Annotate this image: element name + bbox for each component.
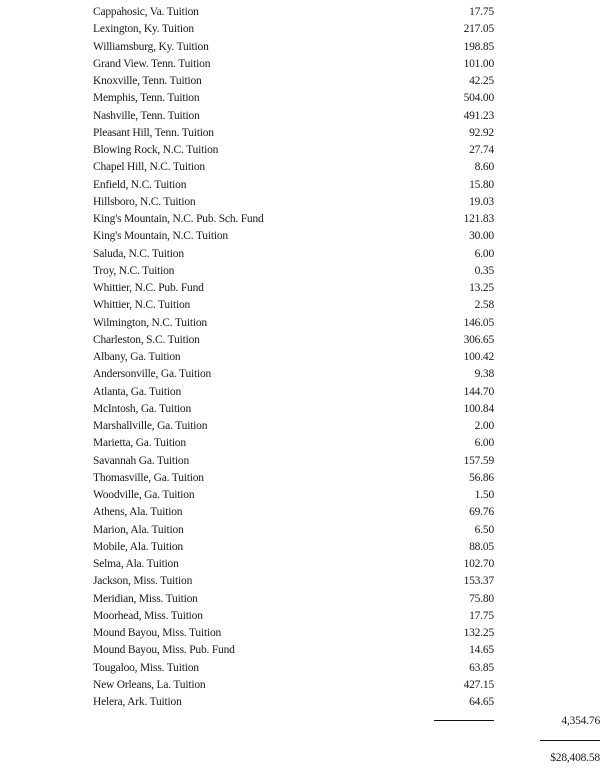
grand-total-rule bbox=[540, 740, 600, 741]
entry-amount: 6.00 bbox=[474, 437, 494, 450]
entry-description: Nashville, Tenn. Tuition bbox=[93, 109, 200, 122]
subtotal-amount: 4,354.76 bbox=[561, 715, 600, 727]
entry-description: Enfield, N.C. Tuition bbox=[93, 178, 187, 191]
entry-description: Mobile, Ala. Tuition bbox=[93, 540, 183, 553]
ledger-row bbox=[0, 435, 606, 452]
entry-description: King's Mountain, N.C. Tuition bbox=[93, 230, 228, 243]
ledger-row bbox=[0, 366, 606, 383]
entry-description: Selma, Ala. Tuition bbox=[93, 558, 179, 570]
entry-description: McIntosh, Ga. Tuition bbox=[93, 402, 192, 415]
entry-amount: 88.05 bbox=[469, 540, 494, 553]
entry-amount: 101.00 bbox=[463, 57, 494, 70]
ledger-row bbox=[0, 211, 606, 228]
entry-amount: 491.23 bbox=[463, 109, 494, 122]
entry-amount: 13.25 bbox=[469, 282, 494, 294]
ledger-row bbox=[0, 246, 606, 263]
ledger-row bbox=[0, 4, 606, 21]
entry-description: King's Mountain, N.C. Pub. Sch. Fund bbox=[93, 213, 264, 225]
entry-description: Meridian, Miss. Tuition bbox=[93, 592, 198, 605]
ledger-row bbox=[0, 177, 606, 194]
entry-description: Chapel Hill, N.C. Tuition bbox=[93, 161, 205, 174]
entry-amount: 504.00 bbox=[463, 92, 494, 105]
entry-description: Williamsburg, Ky. Tuition bbox=[93, 40, 209, 53]
entry-description: Thomasville, Ga. Tuition bbox=[93, 471, 204, 484]
entry-amount: 27.74 bbox=[469, 144, 494, 156]
entry-amount: 56.86 bbox=[469, 471, 494, 484]
ledger-row bbox=[0, 73, 606, 90]
entry-description: Savannah Ga. Tuition bbox=[93, 454, 189, 467]
entry-amount: 75.80 bbox=[469, 592, 494, 605]
entry-amount: 132.25 bbox=[463, 627, 494, 639]
entry-description: Lexington, Ky. Tuition bbox=[93, 23, 194, 36]
entry-description: Whittier, N.C. Tuition bbox=[93, 299, 191, 312]
ledger-row bbox=[0, 332, 606, 349]
entry-description: Athens, Ala. Tuition bbox=[93, 506, 183, 519]
entry-description: New Orleans, La. Tuition bbox=[93, 678, 206, 691]
entry-description: Knoxville, Tenn. Tuition bbox=[93, 75, 202, 87]
entry-description: Moorhead, Miss. Tuition bbox=[93, 609, 203, 622]
ledger-row bbox=[0, 228, 606, 245]
entry-description: Grand View. Tenn. Tuition bbox=[93, 57, 211, 70]
ledger-row bbox=[0, 142, 606, 159]
entry-amount: 14.65 bbox=[469, 644, 494, 657]
entry-description: Helera, Ark. Tuition bbox=[93, 696, 182, 708]
entry-description: Whittier, N.C. Pub. Fund bbox=[93, 282, 204, 294]
entry-amount: 100.42 bbox=[463, 351, 494, 363]
entry-amount: 92.92 bbox=[469, 126, 494, 139]
entry-amount: 42.25 bbox=[469, 75, 494, 87]
entry-amount: 121.83 bbox=[463, 213, 494, 225]
ledger-row bbox=[0, 556, 606, 573]
entry-amount: 2.00 bbox=[474, 420, 494, 432]
ledger-table bbox=[0, 4, 606, 711]
entry-amount: 15.80 bbox=[469, 178, 494, 191]
entry-amount: 146.05 bbox=[463, 316, 494, 329]
entry-amount: 17.75 bbox=[469, 609, 494, 622]
ledger-row bbox=[0, 297, 606, 314]
subtotal-rule bbox=[434, 720, 494, 721]
entry-amount: 217.05 bbox=[463, 23, 494, 36]
ledger-row bbox=[0, 608, 606, 625]
entry-description: Woodville, Ga. Tuition bbox=[93, 489, 195, 501]
ledger-row bbox=[0, 401, 606, 418]
entry-description: Cappahosic, Va. Tuition bbox=[93, 6, 199, 18]
entry-amount: 144.70 bbox=[463, 385, 494, 398]
entry-description: Hillsboro, N.C. Tuition bbox=[93, 195, 196, 208]
entry-description: Mound Bayou, Miss. Pub. Fund bbox=[93, 644, 235, 657]
entry-amount: 6.00 bbox=[474, 247, 494, 260]
entry-amount: 64.65 bbox=[469, 696, 494, 708]
ledger-row bbox=[0, 108, 606, 125]
ledger-row bbox=[0, 504, 606, 521]
entry-amount: 2.58 bbox=[474, 299, 494, 312]
entry-description: Mound Bayou, Miss. Tuition bbox=[93, 627, 222, 639]
entry-amount: 17.75 bbox=[469, 6, 494, 18]
ledger-row bbox=[0, 280, 606, 297]
ledger-row bbox=[0, 21, 606, 38]
entry-description: Saluda, N.C. Tuition bbox=[93, 247, 184, 260]
entry-amount: 6.50 bbox=[474, 523, 494, 536]
ledger-row bbox=[0, 315, 606, 332]
ledger-row bbox=[0, 625, 606, 642]
entry-amount: 69.76 bbox=[469, 506, 494, 519]
entry-description: Jackson, Miss. Tuition bbox=[93, 575, 193, 588]
entry-description: Marietta, Ga. Tuition bbox=[93, 437, 186, 450]
ledger-row bbox=[0, 384, 606, 401]
entry-description: Albany, Ga. Tuition bbox=[93, 351, 181, 363]
ledger-row bbox=[0, 694, 606, 711]
entry-amount: 306.65 bbox=[463, 333, 494, 346]
ledger-row bbox=[0, 470, 606, 487]
entry-amount: 102.70 bbox=[463, 558, 494, 570]
ledger-row bbox=[0, 591, 606, 608]
entry-amount: 63.85 bbox=[469, 661, 494, 674]
entry-amount: 427.15 bbox=[463, 678, 494, 691]
entry-amount: 9.38 bbox=[474, 368, 494, 381]
ledger-row bbox=[0, 90, 606, 107]
entry-description: Marion, Ala. Tuition bbox=[93, 523, 184, 536]
entry-description: Tougaloo, Miss. Tuition bbox=[93, 661, 199, 674]
entry-description: Marshallville, Ga. Tuition bbox=[93, 420, 208, 432]
ledger-row bbox=[0, 539, 606, 556]
ledger-row bbox=[0, 194, 606, 211]
entry-amount: 198.85 bbox=[463, 40, 494, 53]
entry-description: Pleasant Hill, Tenn. Tuition bbox=[93, 126, 214, 139]
entry-amount: 157.59 bbox=[463, 454, 494, 467]
ledger-row bbox=[0, 263, 606, 280]
entry-description: Andersonville, Ga. Tuition bbox=[93, 368, 212, 381]
ledger-row bbox=[0, 125, 606, 142]
ledger-row bbox=[0, 487, 606, 504]
ledger-row bbox=[0, 349, 606, 366]
entry-description: Charleston, S.C. Tuition bbox=[93, 333, 200, 346]
entry-description: Troy, N.C. Tuition bbox=[93, 264, 175, 277]
ledger-row bbox=[0, 660, 606, 677]
entry-amount: 100.84 bbox=[463, 402, 494, 415]
entry-description: Blowing Rock, N.C. Tuition bbox=[93, 144, 219, 156]
grand-total-amount: $28,408.58 bbox=[550, 752, 600, 764]
ledger-row bbox=[0, 573, 606, 590]
ledger-row bbox=[0, 418, 606, 435]
entry-amount: 30.00 bbox=[469, 230, 494, 243]
entry-description: Atlanta, Ga. Tuition bbox=[93, 385, 182, 398]
entry-amount: 1.50 bbox=[474, 489, 494, 501]
entry-description: Memphis, Tenn. Tuition bbox=[93, 92, 200, 105]
ledger-row bbox=[0, 642, 606, 659]
ledger-row bbox=[0, 677, 606, 694]
ledger-row bbox=[0, 159, 606, 176]
entry-amount: 8.60 bbox=[474, 161, 494, 174]
ledger-row bbox=[0, 453, 606, 470]
entry-amount: 0.35 bbox=[474, 264, 494, 277]
ledger-row bbox=[0, 39, 606, 56]
ledger-row bbox=[0, 56, 606, 73]
entry-amount: 153.37 bbox=[463, 575, 494, 588]
entry-description: Wilmington, N.C. Tuition bbox=[93, 316, 207, 329]
ledger-row bbox=[0, 522, 606, 539]
entry-amount: 19.03 bbox=[469, 195, 494, 208]
